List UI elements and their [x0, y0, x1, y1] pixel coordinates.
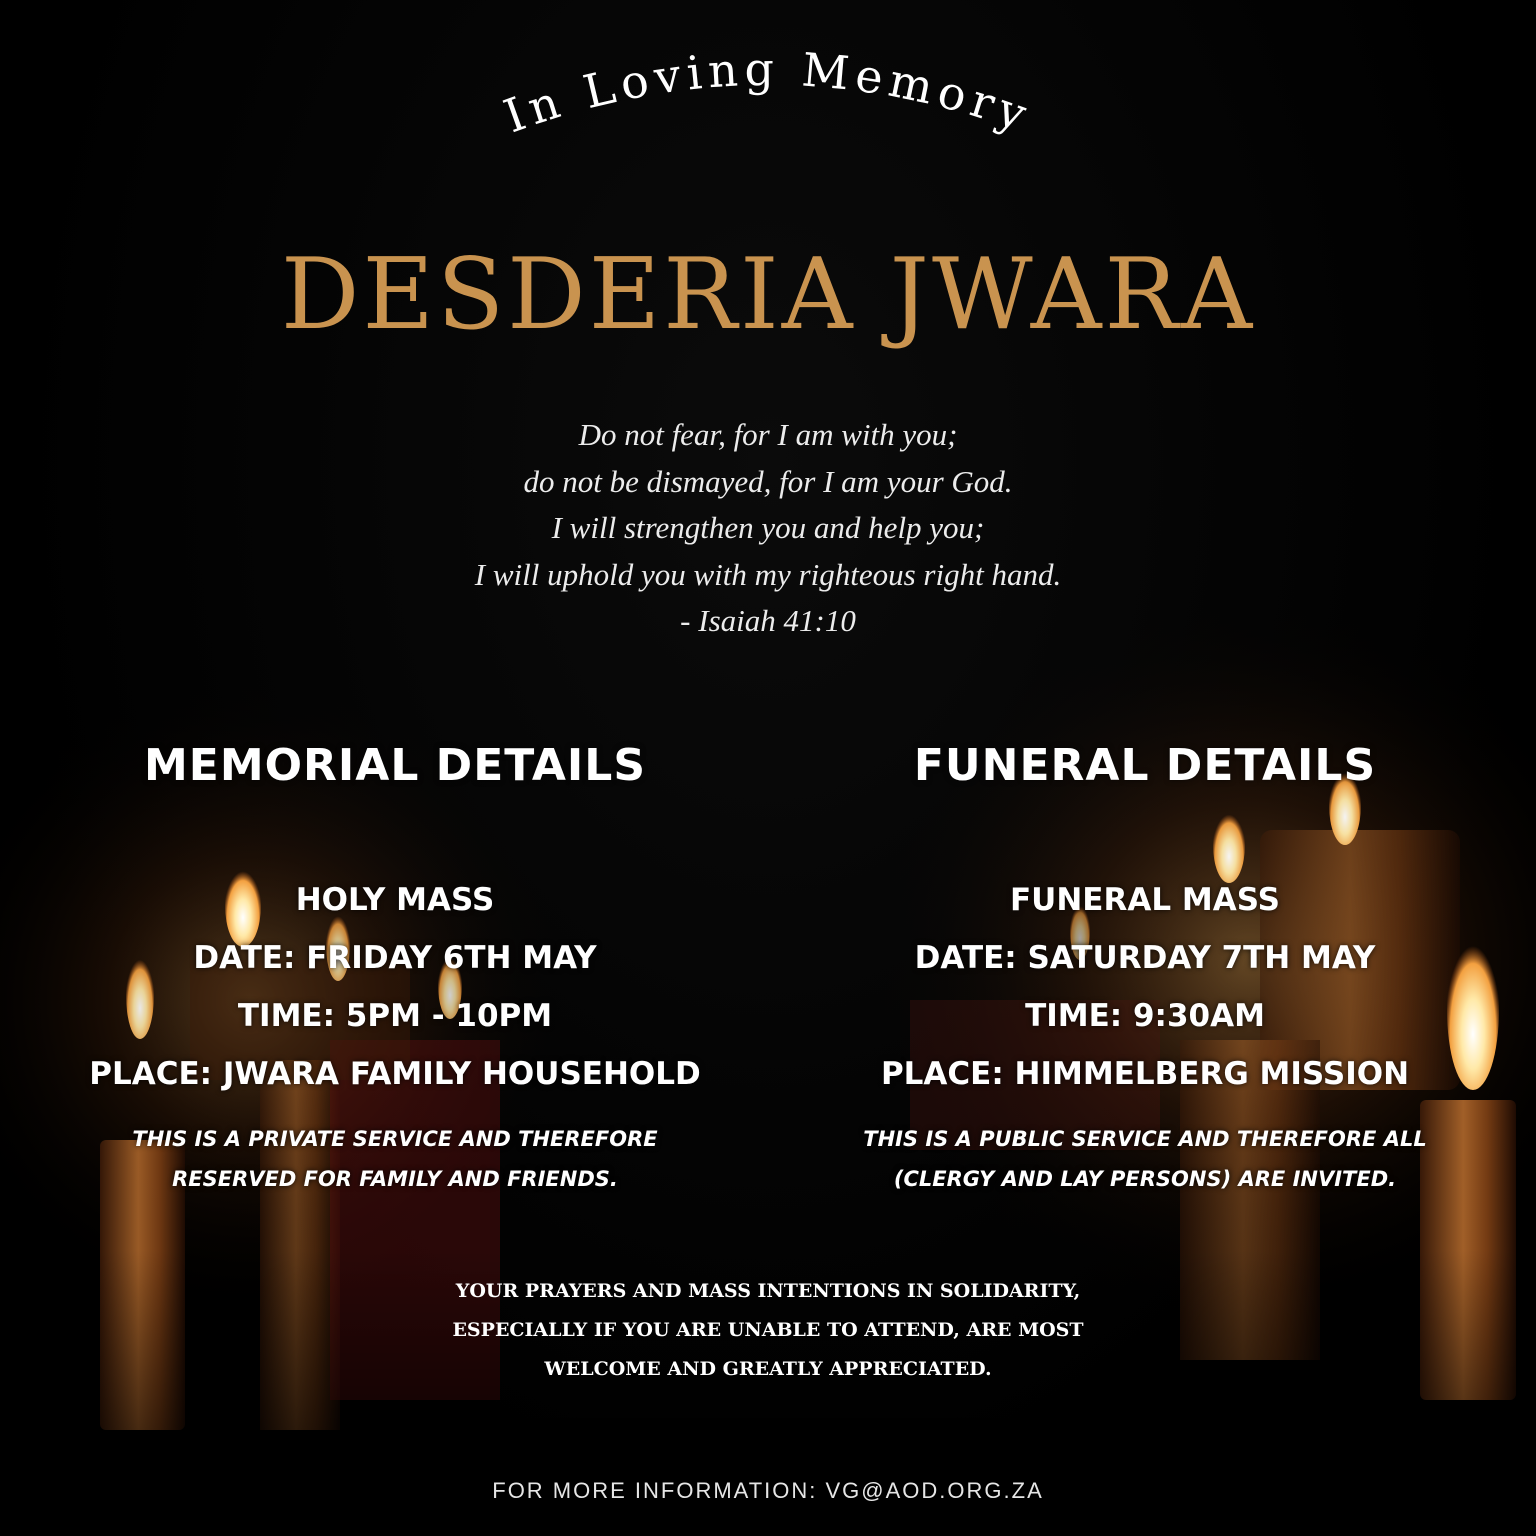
closing-line: WELCOME AND GREATLY APPRECIATED. — [544, 1358, 992, 1380]
funeral-note — [790, 1119, 1500, 1199]
memorial-date: DATE: FRIDAY 6TH MAY — [193, 940, 597, 976]
funeral-service: FUNERAL MASS — [1010, 882, 1280, 918]
funeral-info — [790, 871, 1500, 1103]
memorial-note-line: RESERVED FOR FAMILY AND FRIENDS. — [172, 1167, 618, 1191]
funeral-note-line: (CLERGY AND LAY PERSONS) ARE INVITED. — [893, 1167, 1397, 1191]
verse-line: I will strengthen you and help you; — [551, 510, 985, 545]
closing-line: ESPECIALLY IF YOU ARE UNABLE TO ATTEND, ARE MOST — [452, 1319, 1084, 1341]
memorial-service: HOLY MASS — [295, 882, 495, 918]
svg-text:In Loving Memory — [497, 42, 1039, 144]
closing-line: YOUR PRAYERS AND MASS INTENTIONS IN SOLIDARITY, — [455, 1280, 1081, 1302]
memorial-info — [40, 871, 750, 1103]
contact-footer: FOR MORE INFORMATION: VG@AOD.ORG.ZA — [492, 1478, 1044, 1503]
memorial-details-section — [40, 740, 750, 1199]
memorial-note — [40, 1119, 750, 1199]
closing-message — [0, 1272, 1536, 1389]
verse-line: I will uphold you with my righteous right hand. — [474, 556, 1062, 592]
funeral-note-line: THIS IS A PUBLIC SERVICE AND THEREFORE ALL — [863, 1127, 1427, 1151]
funeral-time: TIME: 9:30AM — [1025, 998, 1265, 1034]
funeral-heading: FUNERAL DETAILS — [913, 740, 1377, 791]
funeral-place: PLACE: HIMMELBERG MISSION — [880, 1056, 1410, 1092]
memorial-note-line: THIS IS A PRIVATE SERVICE AND THEREFORE — [132, 1127, 658, 1151]
memorial-heading: MEMORIAL DETAILS — [143, 740, 647, 791]
funeral-date: DATE: SATURDAY 7TH MAY — [914, 940, 1376, 976]
funeral-details-section — [790, 740, 1500, 1199]
verse-reference: - Isaiah 41:10 — [680, 603, 856, 638]
memorial-time: TIME: 5PM - 10PM — [237, 998, 553, 1034]
verse-line: Do not fear, for I am with you; — [578, 417, 958, 452]
tagline: In Loving Memory — [497, 41, 1039, 144]
tagline-arc — [0, 0, 1536, 260]
deceased-name: DESDERIA JWARA — [280, 238, 1256, 352]
verse-line: do not be dismayed, for I am your God. — [523, 463, 1013, 499]
memorial-place: PLACE: JWARA FAMILY HOUSEHOLD — [89, 1056, 701, 1092]
scripture-verse — [0, 412, 1536, 645]
